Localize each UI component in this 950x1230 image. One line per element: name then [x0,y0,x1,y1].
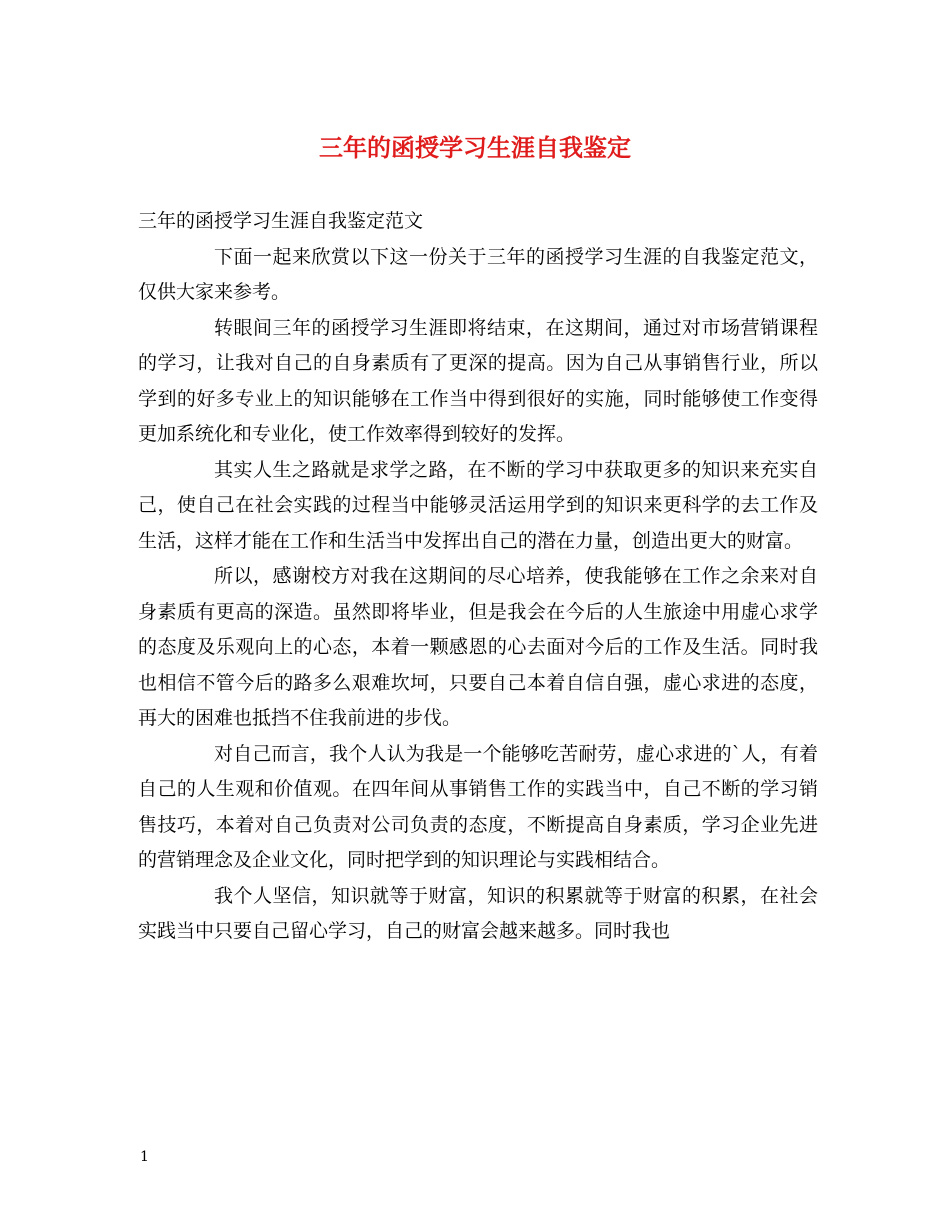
paragraph-1: 下面一起来欣赏以下这一份关于三年的函授学习生涯的自我鉴定范文，仅供大家来参考。 [138,245,818,303]
paragraph-5: 对自己而言，我个人认为我是一个能够吃苦耐劳，虚心求进的`人，有着自己的人生观和价值观。在四年间从事销售工作的实践当中，自己不断的学习销售技巧，本着对自己负责对公司负责的态度，不断提高自身素质，学习企业先进的营销理念及企业文化，同时把学到的知识理论与实践相结合。 [138,742,818,871]
paragraph-6: 我个人坚信，知识就等于财富，知识的积累就等于财富的积累，在社会实践当中只要自己留心学习，自己的财富会越来越多。同时我也 [138,884,818,942]
paragraph-4: 所以，感谢校方对我在这期间的尽心培养，使我能够在工作之余来对自身素质有更高的深造。虽然即将毕业，但是我会在今后的人生旅途中用虚心求学的态度及乐观向上的心态，本着一颗感恩的心去面对今后的工作及生活。同时我也相信不管今后的路多么艰难坎坷，只要自己本着自信自强，虚心求进的态度，再大的困难也抵挡不住我前进的步伐。 [138,565,818,729]
document-title: 三年的函授学习生涯自我鉴定 [319,133,631,162]
document-body [138,204,818,950]
page-number: 1 [140,1149,149,1165]
paragraph-3: 其实人生之路就是求学之路，在不断的学习中获取更多的知识来充实自己，使自己在社会实践的过程当中能够灵活运用学到的知识来更科学的去工作及生活，这样才能在工作和生活当中发挥出自己的潜在力量，创造出更大的财富。 [138,458,818,552]
paragraph-2: 转眼间三年的函授学习生涯即将结束，在这期间，通过对市场营销课程的学习，让我对自己的自身素质有了更深的提高。因为自己从事销售行业，所以学到的好多专业上的知识能够在工作当中得到很好的实施，同时能够使工作变得更加系统化和专业化，使工作效率得到较好的发挥。 [138,316,818,445]
document-subtitle: 三年的函授学习生涯自我鉴定范文 [138,210,424,232]
